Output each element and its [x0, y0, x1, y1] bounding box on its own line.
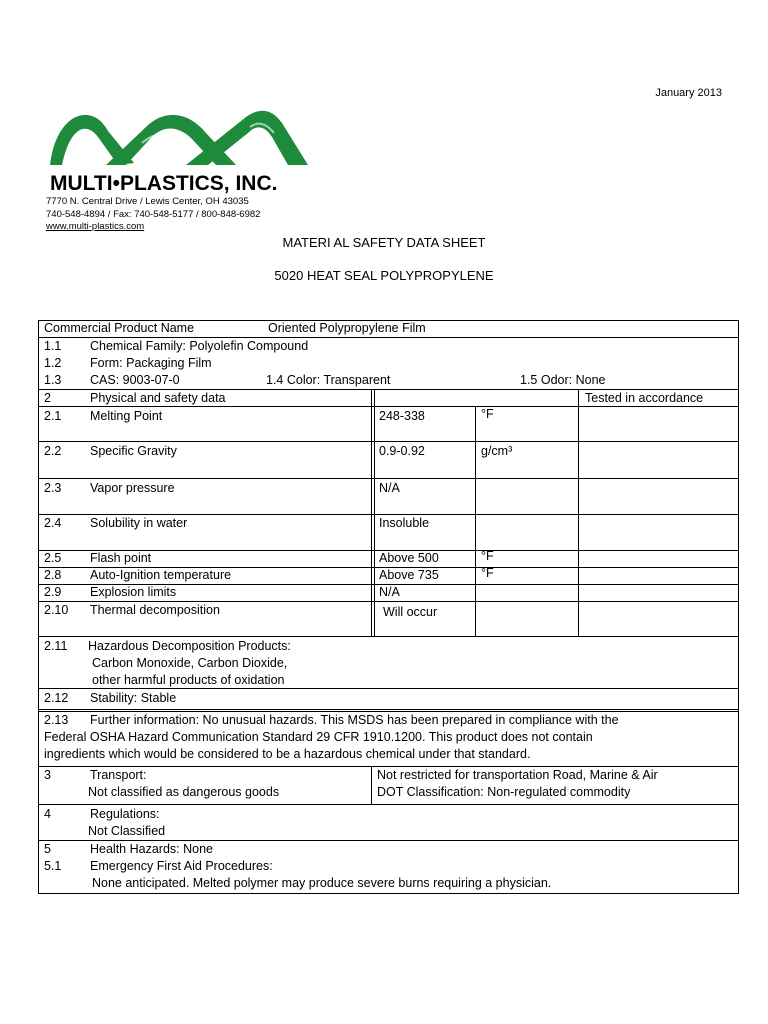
- item-number: 1.2: [44, 356, 62, 370]
- hazardous-products-line: Carbon Monoxide, Carbon Dioxide,: [92, 656, 288, 670]
- item-number: 2.9: [44, 585, 62, 599]
- row-divider: [38, 514, 739, 515]
- property-unit: °F: [481, 566, 494, 580]
- wave-icon: [50, 111, 308, 165]
- section-title: Physical and safety data: [90, 391, 226, 405]
- item-number: 5.1: [44, 859, 62, 873]
- property-label: Thermal decomposition: [90, 603, 220, 617]
- row-divider: [38, 636, 739, 637]
- document-title: MATERI AL SAFETY DATA SHEET: [282, 235, 486, 250]
- property-value: Insoluble: [379, 516, 430, 530]
- company-name: MULTI•PLASTICS, INC.: [50, 172, 278, 195]
- chemical-family: Chemical Family: Polyolefin Compound: [90, 339, 309, 353]
- property-label: Auto-Ignition temperature: [90, 568, 232, 582]
- product-color: 1.4 Color: Transparent: [266, 373, 391, 387]
- col-divider: [475, 406, 476, 636]
- row-divider: [38, 406, 739, 407]
- further-information-line: ingredients which would be considered to be a hazardous chemical under that standard.: [44, 747, 531, 761]
- row-divider: [38, 711, 739, 712]
- row-divider: [38, 441, 739, 442]
- property-value: 248-338: [379, 409, 425, 423]
- address-line: 7770 N. Central Drive / Lewis Center, OH 43035: [46, 196, 249, 207]
- property-label: Melting Point: [90, 409, 163, 423]
- further-information-line: Federal OSHA Hazard Communication Standard 29 CFR 1910.1200. This product does not contain: [44, 730, 593, 744]
- property-value: Above 500: [379, 551, 439, 565]
- property-label: Explosion limits: [90, 585, 177, 599]
- commercial-name-label: Commercial Product Name: [44, 321, 195, 335]
- item-number: 2.10: [44, 603, 69, 617]
- table-border-bottom: [38, 893, 739, 894]
- row-divider: [38, 766, 739, 767]
- health-hazards-label: Health Hazards: None: [90, 842, 213, 856]
- company-logo: [46, 103, 316, 198]
- item-number: 2.13: [44, 713, 69, 727]
- row-divider: [38, 840, 739, 841]
- regulations-text: Not Classified: [88, 824, 166, 838]
- company-contact: [46, 196, 260, 234]
- msds-table: [38, 320, 739, 894]
- property-unit: g/cm³: [481, 444, 513, 458]
- col-divider: [371, 389, 372, 636]
- item-number: 1.3: [44, 373, 62, 387]
- item-number: 2.8: [44, 568, 62, 582]
- further-information-line: Further information: No unusual hazards. This MSDS has been prepared in compliance with the: [90, 713, 619, 727]
- row-divider: [38, 389, 739, 390]
- property-value: Above 735: [379, 568, 439, 582]
- transport-label: Transport:: [90, 768, 147, 782]
- col-divider: [371, 766, 372, 804]
- document-date: January 2013: [655, 87, 722, 99]
- row-divider: [38, 688, 739, 689]
- section-number: 2: [44, 391, 51, 405]
- item-number: 2.4: [44, 516, 62, 530]
- item-number: 2.11: [44, 639, 68, 653]
- commercial-name-value: Oriented Polypropylene Film: [268, 321, 426, 335]
- cas-number: CAS: 9003-07-0: [90, 373, 180, 387]
- first-aid-label: Emergency First Aid Procedures:: [90, 859, 273, 873]
- item-number: 2.1: [44, 409, 62, 423]
- transport-restriction: Not restricted for transportation Road, Marine & Air: [377, 768, 658, 782]
- phone-line: 740-548-4894 / Fax: 740-548-5177 / 800-848-6982: [46, 208, 261, 220]
- item-number: 2.5: [44, 551, 62, 565]
- row-divider: [38, 804, 739, 805]
- property-unit: °F: [481, 549, 494, 563]
- row-divider: [38, 601, 739, 602]
- property-value: N/A: [379, 585, 400, 599]
- section-number: 5: [44, 842, 51, 856]
- hazardous-products-line: other harmful products of oxidation: [92, 673, 285, 687]
- website-link[interactable]: www.multi-plastics.com: [46, 221, 145, 232]
- property-label: Solubility in water: [90, 516, 188, 530]
- row-divider: [38, 709, 739, 710]
- section-number: 4: [44, 807, 51, 821]
- property-label: Specific Gravity: [90, 444, 177, 458]
- property-value: 0.9-0.92: [379, 444, 425, 458]
- col-divider: [578, 389, 579, 636]
- item-number: 2.2: [44, 444, 62, 458]
- product-title: 5020 HEAT SEAL POLYPROPYLENE: [274, 268, 494, 283]
- property-value: Will occur: [383, 605, 438, 619]
- section-number: 3: [44, 768, 51, 782]
- product-odor: 1.5 Odor: None: [520, 373, 606, 387]
- property-unit: °F: [481, 407, 494, 421]
- product-form: Form: Packaging Film: [90, 356, 212, 370]
- regulations-label: Regulations:: [90, 807, 160, 821]
- tested-in-accordance-header: Tested in accordance: [585, 391, 704, 405]
- first-aid-text: None anticipated. Melted polymer may produce severe burns requiring a physician.: [92, 876, 552, 890]
- stability-text: Stability: Stable: [90, 691, 177, 705]
- dot-classification: DOT Classification: Non-regulated commodity: [377, 785, 631, 799]
- item-number: 1.1: [44, 339, 62, 353]
- property-value: N/A: [379, 481, 400, 495]
- property-label: Vapor pressure: [90, 481, 175, 495]
- row-divider: [38, 337, 739, 338]
- transport-classification: Not classified as dangerous goods: [88, 785, 280, 799]
- item-number: 2.3: [44, 481, 62, 495]
- row-divider: [38, 478, 739, 479]
- col-divider: [374, 389, 375, 636]
- hazardous-products-label: Hazardous Decomposition Products:: [88, 639, 291, 653]
- property-label: Flash point: [90, 551, 152, 565]
- item-number: 2.12: [44, 691, 69, 705]
